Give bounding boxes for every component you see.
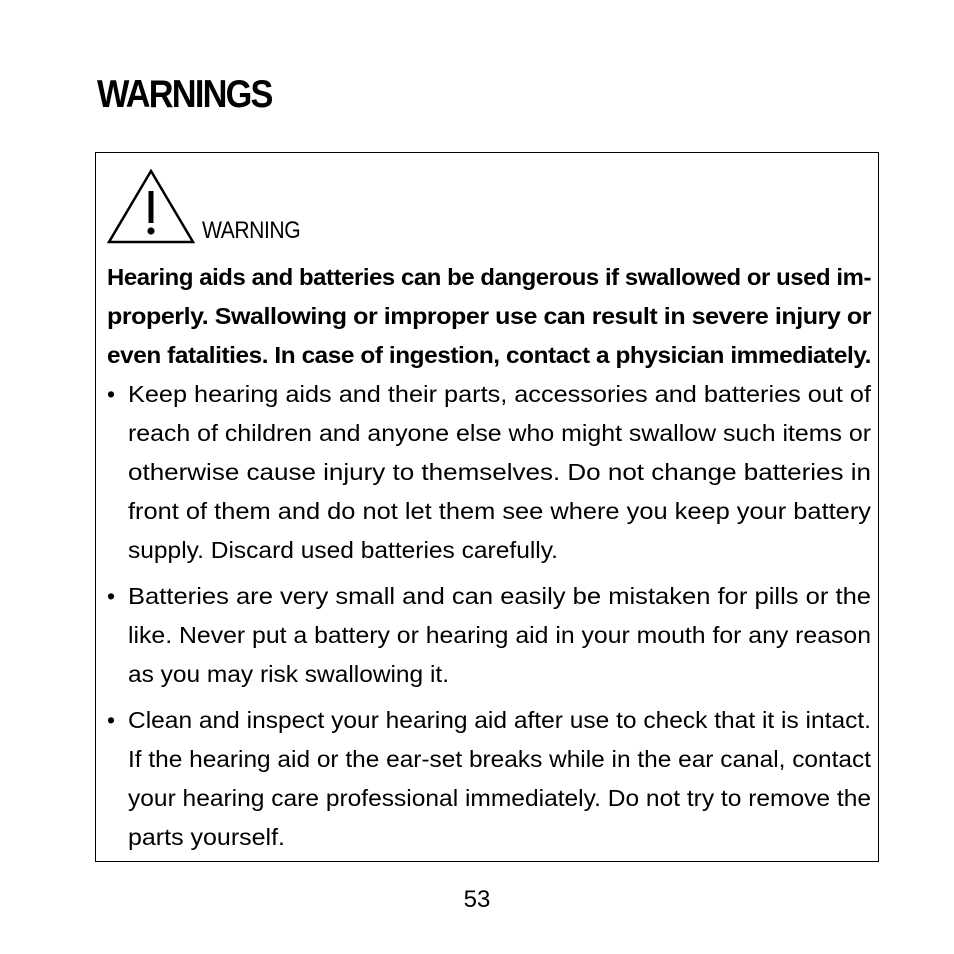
lead-line: even fatalities. In case of ingestion, contact a physician immediately. (107, 342, 871, 368)
bullet-line: Batteries are very small and can easily be mistaken for pills or the (128, 583, 871, 609)
list-item (107, 701, 871, 857)
bullet-line: front of them and do not let them see where you keep your battery (128, 498, 871, 524)
lead-line: properly. Swallowing or improper use can result in severe injury or (107, 303, 871, 329)
bullet-line: reach of children and anyone else who might swallow such items or (128, 420, 871, 446)
warning-triangle-icon (107, 169, 195, 245)
warning-bullet-list (107, 375, 871, 864)
bullet-line: If the hearing aid or the ear-set breaks while in the ear canal, contact (128, 746, 871, 772)
bullet-dot: • (107, 381, 116, 407)
bullet-line: otherwise cause injury to themselves. Do not change batteries in (128, 459, 871, 485)
bullet-line: parts yourself. (128, 824, 285, 850)
bullet-line: Clean and inspect your hearing aid after use to check that it is intact. (128, 707, 871, 733)
list-item (107, 375, 871, 570)
bullet-line: supply. Discard used batteries carefully. (128, 537, 558, 563)
page-number: 53 (463, 886, 491, 913)
bullet-line: Keep hearing aids and their parts, accessories and batteries out of (128, 381, 871, 407)
warning-box (95, 152, 879, 862)
warning-label: WARNING (202, 217, 301, 244)
list-item (107, 577, 871, 694)
bullet-line: as you may risk swallowing it. (128, 661, 449, 687)
page-title: WARNINGS (97, 73, 272, 116)
bullet-dot: • (107, 583, 116, 609)
bullet-line: like. Never put a battery or hearing aid in your mouth for any reason (128, 622, 871, 648)
bullet-line: your hearing care professional immediately. Do not try to remove the (128, 785, 871, 811)
lead-line: Hearing aids and batteries can be dangerous if swallowed or used im- (107, 264, 871, 290)
warning-lead-text (107, 258, 871, 375)
bullet-dot: • (107, 707, 116, 733)
